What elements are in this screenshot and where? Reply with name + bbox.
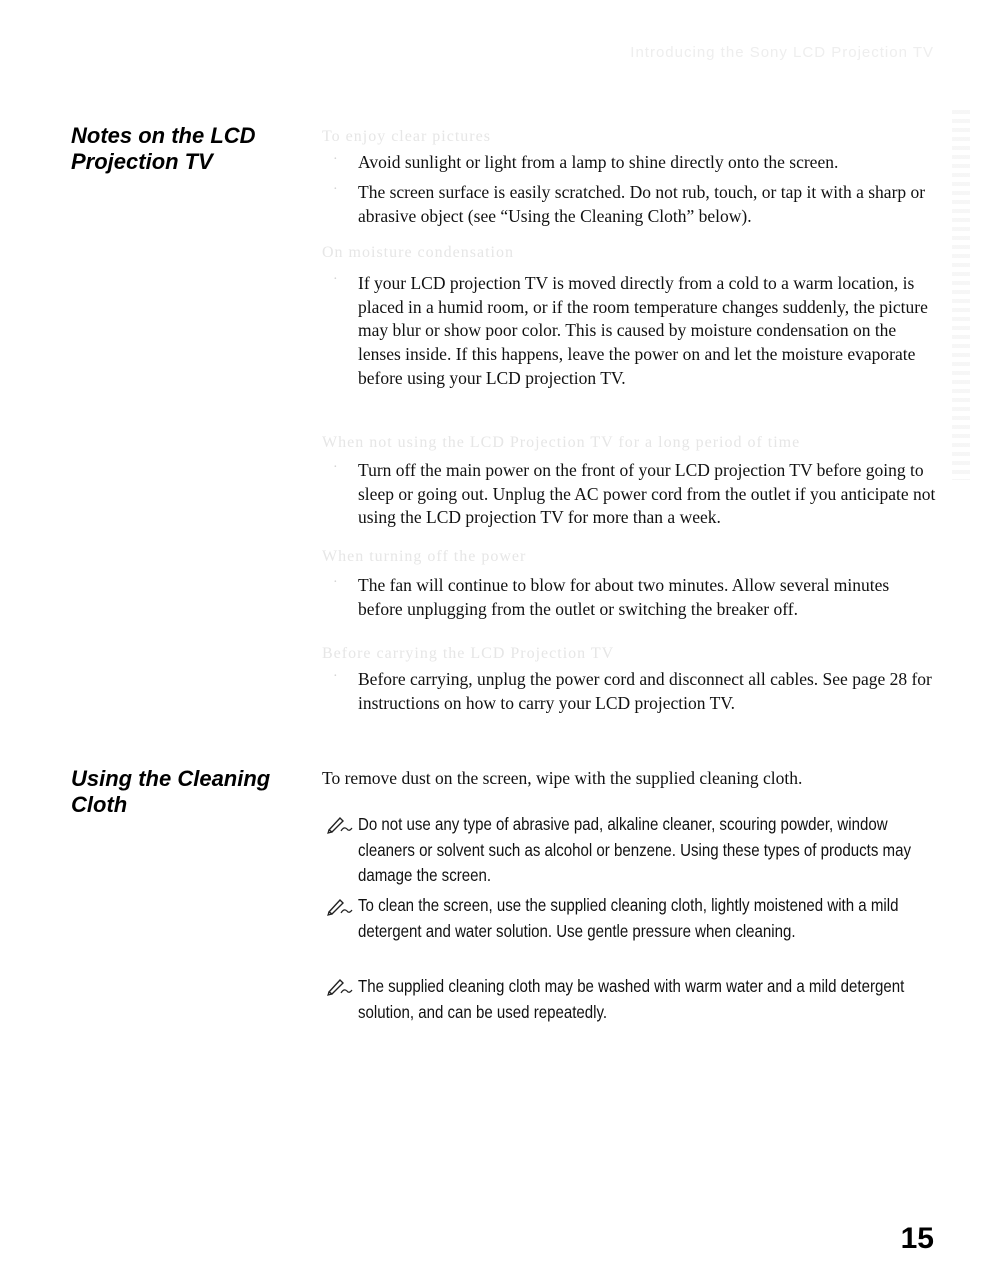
bullet-text: The screen surface is easily scratched. Do not rub, touch, or tap it with a sharp or abrasive object (see “Using the Cleaning Cloth” below). (358, 182, 926, 226)
bullet-text: If your LCD projection TV is moved directly from a cold to a warm location, is placed in a humid room, or if the room temperature changes suddenly, the picture may blur or show poor color. This is caused by moisture condensation on the lenses inside. If this happens, leave the power on and let the moisture evaporate before using your LCD projection TV. (358, 273, 928, 388)
subheading-clear-pictures: To enjoy clear pictures (322, 128, 491, 145)
note-pencil-icon (326, 814, 354, 834)
running-head: Introducing the Sony LCD Projection TV (630, 44, 934, 61)
section-title-cleaning: Using the Cleaning Cloth (71, 766, 271, 817)
bullet-mark: · (333, 460, 338, 475)
bullet-mark: · (333, 669, 338, 684)
bullet-text: The fan will continue to blow for about two minutes. Allow several minutes before unplugging from the outlet or switching the breaker off. (358, 575, 890, 619)
bullet-text: Before carrying, unplug the power cord and disconnect all cables. See page 28 for instructions on how to carry your LCD projection TV. (358, 669, 932, 713)
section-title-notes: Notes on the LCD Projection TV (71, 123, 256, 174)
cleaning-intro: To remove dust on the screen, wipe with the supplied cleaning cloth. (322, 768, 803, 788)
note-pencil-icon (326, 896, 354, 916)
cleaning-note: To clean the screen, use the supplied cleaning cloth, lightly moistened with a mild detergent and water solution. Use gentle pressure when cleaning. (358, 895, 899, 941)
page-number: 15 (900, 1222, 934, 1255)
subheading-moisture: On moisture condensation (322, 244, 514, 261)
note-pencil-icon (326, 976, 354, 996)
bullet-mark: · (333, 272, 338, 287)
cleaning-note: The supplied cleaning cloth may be washed with warm water and a mild detergent solution, and can be used repeatedly. (358, 976, 905, 1022)
subheading-long-period: When not using the LCD Projection TV for a long period of time (322, 434, 801, 451)
cleaning-note: Do not use any type of abrasive pad, alkaline cleaner, scouring powder, window cleaners or solvent such as alcohol or benzene. Using these types of products may damage the screen. (358, 814, 911, 885)
bullet-mark: · (333, 152, 338, 167)
bullet-mark: · (333, 182, 338, 197)
bullet-text: Avoid sunlight or light from a lamp to shine directly onto the screen. (358, 152, 839, 172)
side-tab (952, 110, 970, 480)
bullet-mark: · (333, 575, 338, 590)
bullet-text: Turn off the main power on the front of your LCD projection TV before going to sleep or going out. Unplug the AC power cord from the outlet if you anticipate not using the LCD projection TV for more than a week. (358, 460, 936, 528)
subheading-turning-off: When turning off the power (322, 548, 527, 565)
subheading-carrying: Before carrying the LCD Projection TV (322, 645, 615, 662)
